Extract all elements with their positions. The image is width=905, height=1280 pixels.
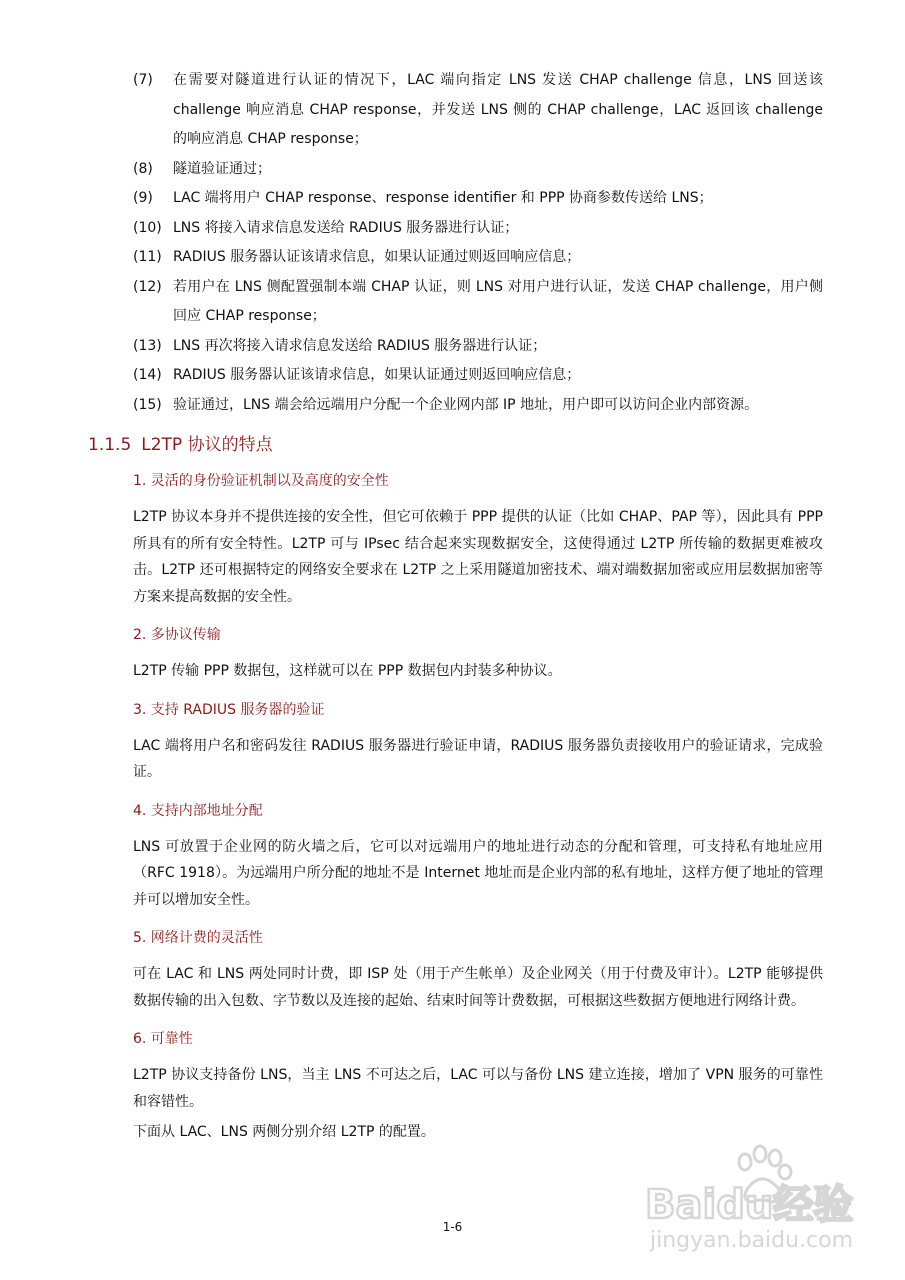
- feature-heading: 1. 灵活的身份验证机制以及高度的安全性: [133, 473, 389, 489]
- feature-heading: 4. 支持内部地址分配: [133, 802, 263, 819]
- step-text: LNS 再次将接入请求信息发送给 RADIUS 服务器进行认证；: [173, 337, 547, 354]
- step-item: [133, 184, 823, 214]
- step-item: [133, 332, 823, 362]
- step-number: (15): [133, 396, 162, 413]
- feature-item: [133, 927, 823, 1014]
- feature-body: L2TP 协议支持备份 LNS，当主 LNS 不可达之后，LAC 可以与备份 LNS 建立连接，增加了 VPN 服务的可靠性和容错性。: [133, 1067, 823, 1110]
- step-item: [133, 243, 823, 273]
- step-item: [133, 273, 823, 332]
- step-number: (12): [133, 278, 162, 295]
- step-item: [133, 66, 823, 155]
- feature-heading: 3. 支持 RADIUS 服务器的验证: [133, 701, 325, 718]
- feature-body: LNS 可放置于企业网的防火墙之后，它可以对远端用户的地址进行动态的分配和管理，可支持私有地址应用（RFC 1918）。为远端用户所分配的地址不是 Internet 地址而是企业内部的私有地址，这样方便了地址的管理并可以增加安全性。: [133, 838, 823, 908]
- section-number: 1.1.5: [88, 435, 132, 455]
- watermark-logo-text: Baidu经验: [645, 1182, 854, 1225]
- closing-paragraph: 下面从 LAC、LNS 两侧分别介绍 L2TP 的配置。: [133, 1124, 435, 1140]
- feature-body: L2TP 协议本身并不提供连接的安全性，但它可依赖于 PPP 提供的认证（比如 CHAP、PAP 等），因此具有 PPP 所具有的所有安全特性。L2TP 可与 IPsec 结合起来实现数据安全，这使得通过 L2TP 所传输的数据更难被攻击。L2TP 还可根据特定的网络安全要求在 L2TP 之上采用隧道加密技术、端对端数据加密或应用层数据加密等方案来提高数据的安全性。: [133, 509, 823, 605]
- feature-item: [133, 1028, 823, 1115]
- step-item: [133, 155, 823, 185]
- step-text: 验证通过，LNS 端会给远端用户分配一个企业网内部 IP 地址，用户即可以访问企业内部资源。: [173, 396, 759, 413]
- baidu-paw-logo-icon: [640, 1140, 890, 1225]
- step-text: LNS 将接入请求信息发送给 RADIUS 服务器进行认证；: [173, 219, 519, 236]
- step-text: 隧道验证通过；: [173, 160, 271, 177]
- procedure-steps: [133, 66, 823, 420]
- section-title: L2TP 协议的特点: [141, 435, 273, 455]
- baidu-jingyan-watermark: [640, 1140, 890, 1270]
- step-item: [133, 391, 823, 421]
- step-number: (14): [133, 367, 162, 383]
- feature-item: [133, 470, 823, 610]
- step-text: 若用户在 LNS 侧配置强制本端 CHAP 认证，则 LNS 对用户进行认证，发送 CHAP challenge，用户侧回应 CHAP response；: [173, 278, 823, 324]
- step-number: (13): [133, 337, 162, 354]
- step-item: [133, 361, 823, 391]
- step-number: (10): [133, 219, 162, 236]
- feature-body: LAC 端将用户名和密码发往 RADIUS 服务器进行验证申请，RADIUS 服务器负责接收用户的验证请求，完成验证。: [133, 737, 823, 780]
- feature-item: [133, 624, 823, 685]
- step-text: RADIUS 服务器认证该请求信息，如果认证通过则返回响应信息；: [173, 367, 581, 383]
- feature-heading: 2. 多协议传输: [133, 627, 221, 643]
- step-number: (8): [133, 160, 153, 177]
- step-number: (11): [133, 249, 162, 265]
- page-number: 1-6: [442, 1220, 463, 1234]
- watermark-url: jingyan.baidu.com: [650, 1228, 854, 1253]
- feature-list: [133, 470, 823, 1160]
- step-text: RADIUS 服务器认证该请求信息，如果认证通过则返回响应信息；: [173, 249, 581, 265]
- step-text: 在需要对隧道进行认证的情况下，LAC 端向指定 LNS 发送 CHAP challenge 信息，LNS 回送该 challenge 响应消息 CHAP response，并发送 LNS 侧的 CHAP challenge，LAC 返回该 challenge 的响应消息 CHAP response；: [173, 72, 823, 147]
- feature-heading: 6. 可靠性: [133, 1031, 193, 1047]
- step-number: (9): [133, 190, 153, 206]
- feature-heading: 5. 网络计费的灵活性: [133, 930, 263, 946]
- feature-item: [133, 699, 823, 786]
- feature-body: 可在 LAC 和 LNS 两处同时计费，即 ISP 处（用于产生帐单）及企业网关（用于付费及审计）。L2TP 能够提供数据传输的出入包数、字节数以及连接的起始、结束时间等计费数据，可根据这些数据方便地进行网络计费。: [133, 966, 823, 1009]
- feature-item: [133, 800, 823, 914]
- step-text: LAC 端将用户 CHAP response、response identifier 和 PPP 协商参数传送给 LNS；: [173, 190, 713, 206]
- section-heading: [88, 432, 273, 458]
- step-number: (7): [133, 72, 153, 88]
- step-item: [133, 214, 823, 244]
- feature-body: L2TP 传输 PPP 数据包，这样就可以在 PPP 数据包内封装多种协议。: [133, 663, 562, 679]
